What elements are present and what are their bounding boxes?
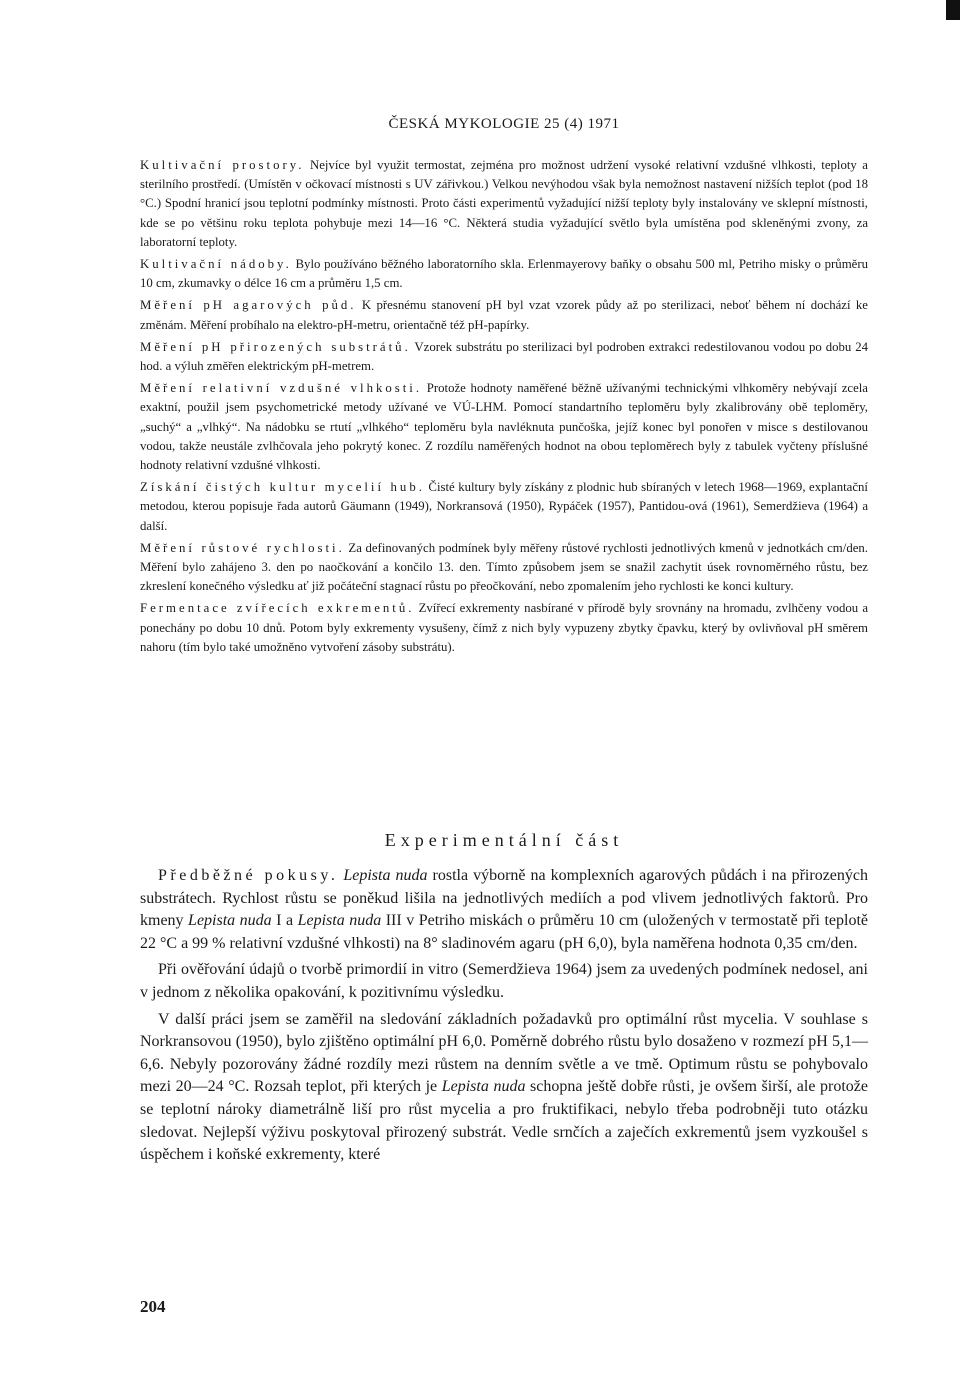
species-name: Lepista nuda bbox=[343, 867, 428, 884]
paragraph-text: Vzorek substrátu po sterilizaci byl podroben extrakci redestilovanou vodou po dobu 24 hod. a výluh změřen elektrickým pH-metrem. bbox=[140, 339, 868, 374]
paragraph-cultivation-spaces bbox=[140, 156, 868, 252]
body-paragraph bbox=[140, 959, 868, 1004]
paragraph-text: Při ověřování údajů o tvorbě primordií in vitro (Semerdžieva 1964) jsem za uvedených podmínek nedosel, ani v jednom z několika opakování, k pozitivnímu výsledku. bbox=[140, 961, 868, 1001]
paragraph-text: Zvířecí exkrementy nasbírané v přírodě byly srovnány na hromadu, zvlhčeny vodou a ponechány po dobu 10 dnů. Potom byly exkrementy vysušeny, čímž z nich byly vypuzeny zbytky čpavku, který by ovlivňoval pH směrem nahoru (tím bylo také umožněno vytvoření zásoby substrátu). bbox=[140, 601, 868, 654]
methods-section bbox=[140, 156, 868, 657]
running-header: ČESKÁ MYKOLOGIE 25 (4) 1971 bbox=[388, 116, 620, 132]
scan-corner-mark bbox=[946, 0, 960, 20]
section-title: Experimentální část bbox=[384, 830, 624, 850]
paragraph-fermentation bbox=[140, 599, 868, 657]
paragraph-heading: Měření pH agarových půd. bbox=[140, 298, 357, 313]
paragraph-heading: Předběžné pokusy. bbox=[158, 867, 339, 884]
paragraph-text: III v Petriho miskách o průměru 10 cm (uložených v termostatě při teplotě 22 °C a 99 % relativní vzdušné vlhkosti) na 8° sladinovém agaru (pH 6,0), byla naměřena hodnota 0,35 cm/den. bbox=[140, 912, 869, 952]
paragraph-heading: Fermentace zvířecích exkrementů. bbox=[140, 601, 415, 616]
paragraph-text: Bylo používáno běžného laboratorního skla. Erlenmayerovy baňky o obsahu 500 ml, Petriho misky o průměru 10 cm, zkumavky o délce 16 cm a průměru 1,5 cm. bbox=[140, 257, 869, 291]
paragraph-pure-cultures bbox=[140, 478, 868, 536]
species-name: Lepista nuda bbox=[441, 1078, 526, 1096]
paragraph-growth-rate bbox=[140, 539, 868, 597]
paragraph-heading: Kultivační nádoby. bbox=[140, 257, 292, 272]
paragraph-text: Protože hodnoty naměřené běžně užívanými technickými vlhkoměry nebývají zcela exaktní, použil jsem psychometrické metody užívané ve VÚ-LHM. Pomocí standartního teploměru byly zkalibrovány obě teploměry, „suchý“ a „vlhký“. Na nádobku se rtutí „vlhkého“ teploměru byla navléknuta punčoška, jejíž konec byl ponořen v misce s destilovanou vodou, takže neustále zvlhčovala jeho pokrytý konec. Z rozdílu naměřených hodnot na obou teploměrech byly z tabulek vyčteny příslušné hodnoty relativní vzdušné vlhkosti. bbox=[140, 381, 868, 473]
paragraph-text: Nejvíce byl využit termostat, zejména pro možnost udržení vysoké relativní vzdušné vlhkosti, teploty a sterilního prostředí. (Umístěn v očkovací místnosti s UV zářivkou.) Velkou nevýhodou však byla nemožnost nastavení nižších teplot (pod 18 °C.) Spodní hranicí jsou teplotní podmínky místnosti. Proto části experimentů vyžadující nižší teploty byly instalovány ve sklepní místnosti, kde se po většinu roku teplota pohybuje mezi 14—16 °C. Některá studia vyžadující světlo byla umístěna pod skleněnými zvony, za laboratorní teploty. bbox=[140, 158, 868, 249]
paragraph-text: rostla výborně na komplexních agarových půdách i na přirozených substrátech. Rychlost růstu se poněkud lišila na jednotlivých mediích a pod vlivem jednotlivých faktorů. Pro kmeny bbox=[140, 867, 869, 930]
body-paragraph bbox=[140, 1009, 868, 1167]
paragraph-text: schopna ještě dobře růsti, je ovšem širší, ale protože se teplotní nároky diametrálně liší pro růst mycelia a pro fruktifikaci, nebylo třeba podrobněji tuto otázku sledovat. Nejlepší výživu poskytoval přirozený substrát. Vedle srnčích a zaječích exkrementů jsem vyzkoušel s úspěchem i koňské exkrementy, které bbox=[140, 1078, 869, 1164]
paragraph-heading: Měření pH přirozených substrátů. bbox=[140, 339, 411, 354]
page-number: 204 bbox=[140, 1297, 166, 1316]
species-name: Lepista nuda bbox=[297, 912, 382, 930]
paragraph-text: Za definovaných podmínek byly měřeny růstové rychlosti jednotlivých kmenů v jednotkách cm/den. Měření bylo zahájeno 3. den po naočkování a končilo 13. den. Tímto způsobem jsem se snažil zachytit úsek rovnoměrného růstu, bez zkreslení konečného výsledku ať již počáteční stagnací růstu po přeočkování, nebo zpomalením jeho rychlosti ke konci kultury. bbox=[140, 540, 868, 594]
experimental-section bbox=[140, 865, 868, 1167]
paragraph-humidity bbox=[140, 379, 868, 475]
body-paragraph bbox=[140, 865, 868, 955]
paragraph-text: V další práci jsem se zaměřil na sledování základních požadavků pro optimální růst mycelia. V souhlase s Norkransovou (1950), bylo zjištěno optimální pH 6,0. Poměrně dobrého růstu bylo dosaženo v rozmezí pH 5,1—6,6. Nebyly pozorovány žádné rozdíly mezi růstem na denním světle a ve tmě. Optimum růstu se pohybovalo mezi 20—24 °C. Rozsah teplot, při kterých je bbox=[140, 1010, 868, 1096]
paragraph-heading: Získání čistých kultur mycelií hub. bbox=[140, 480, 425, 495]
paragraph-substrate-ph bbox=[140, 338, 868, 376]
species-name: Lepista nuda bbox=[188, 912, 272, 930]
paragraph-heading: Měření relativní vzdušné vlhkosti. bbox=[140, 381, 423, 396]
paragraph-heading: Měření růstové rychlosti. bbox=[140, 540, 345, 555]
paragraph-text: I a bbox=[271, 912, 298, 930]
paragraph-heading: Kultivační prostory. bbox=[140, 158, 305, 172]
paragraph-agar-ph bbox=[140, 296, 868, 334]
paragraph-cultivation-vessels bbox=[140, 255, 868, 293]
paragraph-text: Čisté kultury byly získány z plodnic hub sbíraných v letech 1968—1969, explantační metodou, kterou popisuje řada autorů Gäumann (1949), Norkransová (1950), Rypáček (1957), Pantidou-ová (1961), Semerdžieva (1964) a další. bbox=[140, 480, 868, 533]
paragraph-text: K přesnému stanovení pH byl vzat vzorek půdy až po sterilizaci, neboť během ní dochází ke změnám. Měření probíhalo na elektro-pH-metru, orientačně též pH-papírky. bbox=[140, 298, 868, 332]
